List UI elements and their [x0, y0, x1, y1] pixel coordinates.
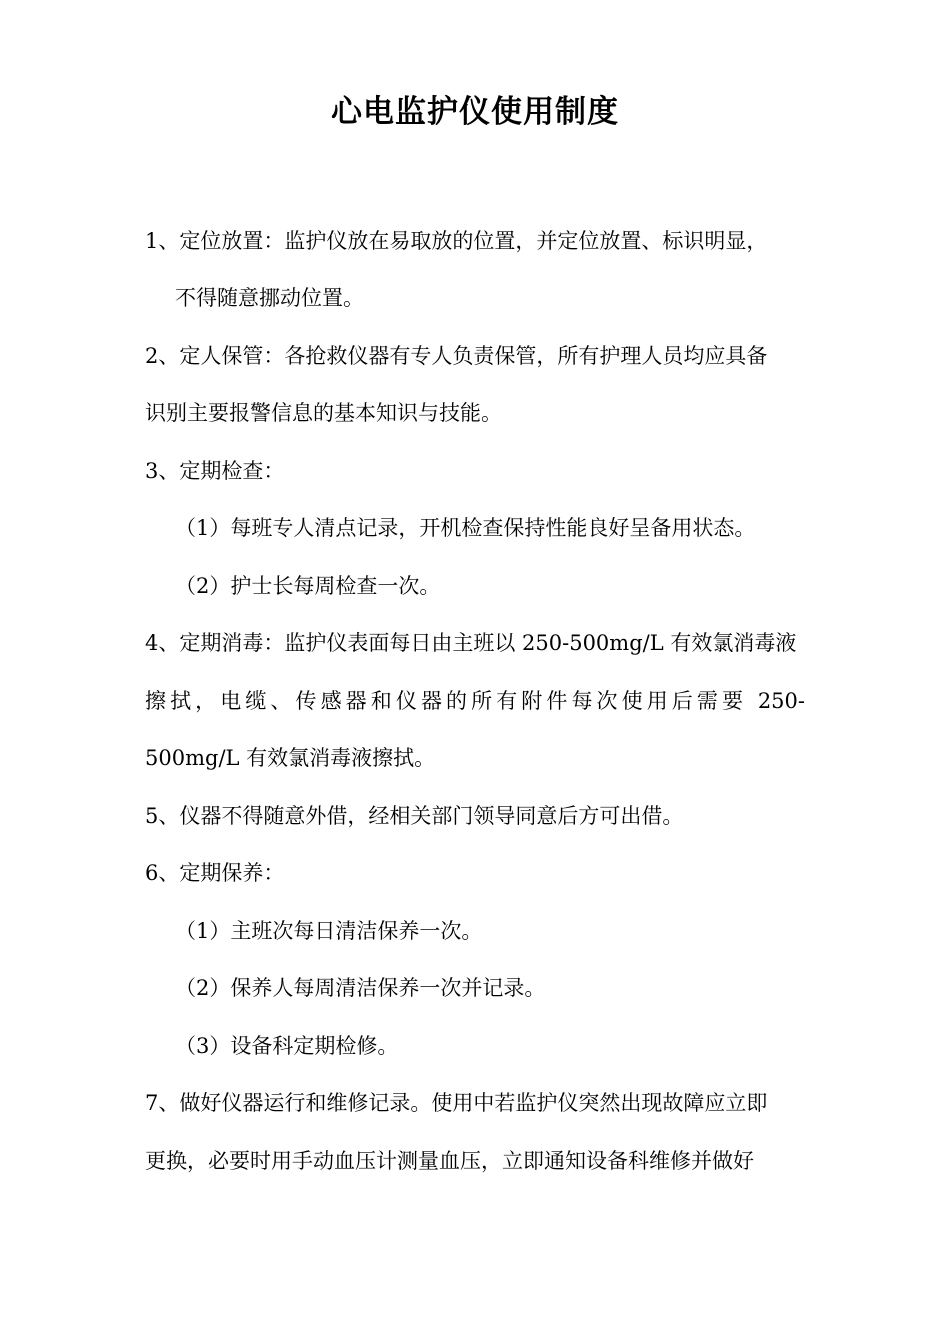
paragraph-5: 5、仪器不得随意外借，经相关部门领导同意后方可出借。: [145, 804, 684, 828]
paragraph-4-line-1: 4、定期消毒：监护仪表面每日由主班以 250-500mg/L 有效氯消毒液: [145, 631, 797, 655]
paragraph-4-line-3: 500mg/L 有效氯消毒液擦拭。: [145, 746, 436, 770]
paragraph-3-heading: 3、定期检查：: [145, 459, 285, 483]
paragraph-7-line-1: 7、做好仪器运行和维修记录。使用中若监护仪突然出现故障应立即: [145, 1091, 768, 1115]
paragraph-1-line-1: 1、定位放置：监护仪放在易取放的位置，并定位放置、标识明显，: [145, 229, 768, 253]
paragraph-6-item-3: （3）设备科定期检修。: [175, 1034, 399, 1058]
paragraph-6-item-2: （2）保养人每周清洁保养一次并记录。: [175, 976, 546, 1000]
paragraph-7-line-2: 更换，必要时用手动血压计测量血压，立即通知设备科维修并做好: [145, 1149, 754, 1173]
paragraph-3-item-1: （1）每班专人清点记录，开机检查保持性能良好呈备用状态。: [175, 516, 756, 540]
paragraph-2-line-1: 2、定人保管：各抢救仪器有专人负责保管，所有护理人员均应具备: [145, 344, 768, 368]
paragraph-3-item-2: （2）护士长每周检查一次。: [175, 574, 441, 598]
paragraph-1-line-2: 不得随意挪动位置。: [175, 286, 364, 310]
document-title: 心电监护仪使用制度: [331, 94, 619, 130]
paragraph-6-item-1: （1）主班次每日清洁保养一次。: [175, 919, 483, 943]
paragraph-4-line-2: 擦拭，电缆、传感器和仪器的所有附件每次使用后需要 250-: [145, 689, 805, 713]
paragraph-6-heading: 6、定期保养：: [145, 861, 285, 885]
paragraph-2-line-2: 识别主要报警信息的基本知识与技能。: [145, 401, 502, 425]
